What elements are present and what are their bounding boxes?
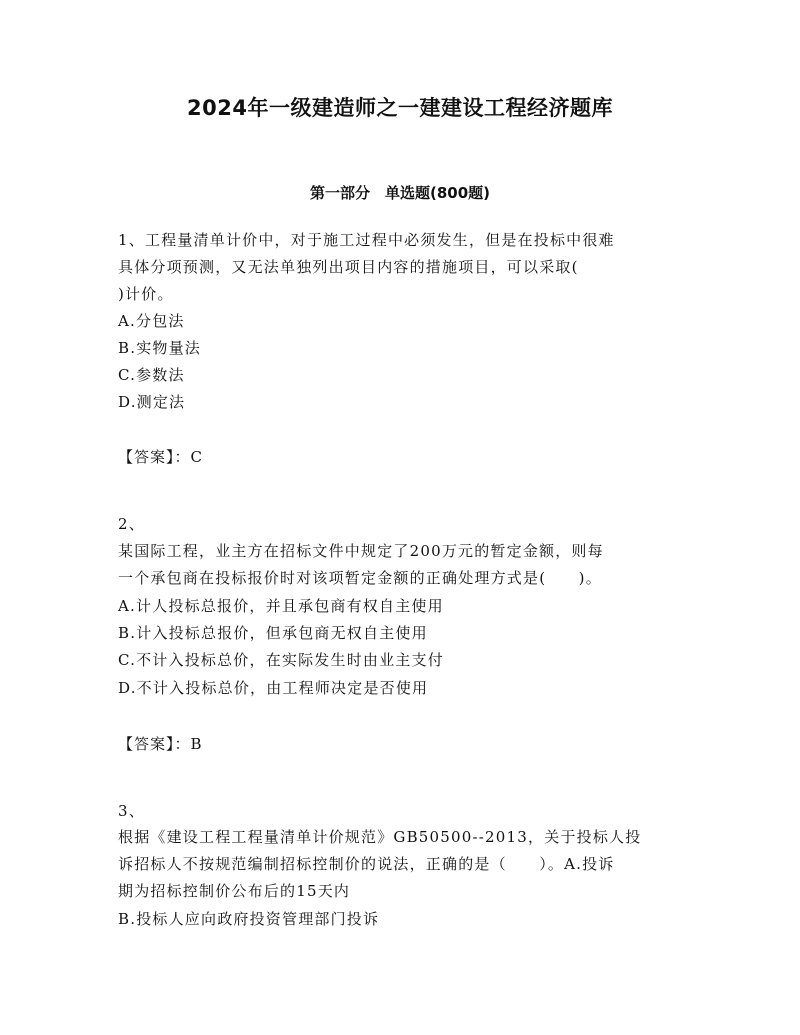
q3-number: 3、 <box>118 802 145 820</box>
q3-stem-line-1: 根据《建设工程工程量清单计价规范》GB50500--2013，关于投标人投 <box>118 828 642 846</box>
q1-option-b: B.实物量法 <box>118 339 201 357</box>
q2-number: 2、 <box>118 515 145 533</box>
q3-option-b: B.投标人应向政府投资管理部门投诉 <box>118 910 380 928</box>
q2-option-a: A.计人投标总报价，并且承包商有权自主使用 <box>118 597 444 615</box>
document-title: 2024年一级建造师之一建建设工程经济题库 <box>187 96 613 120</box>
q2-stem-line-2: 一个承包商在投标报价时对该项暂定金额的正确处理方式是( )。 <box>118 569 602 587</box>
q3-stem-line-2: 诉招标人不按规范编制招标控制价的说法，正确的是（ ）。A.投诉 <box>118 855 615 873</box>
q1-stem-line-2: 具体分项预测，又无法单独列出项目内容的措施项目，可以采取( <box>118 258 579 276</box>
q2-stem-line-1: 某国际工程，业主方在招标文件中规定了200万元的暂定金额，则每 <box>118 542 604 560</box>
q1-option-d: D.测定法 <box>118 393 186 411</box>
q1-option-c: C.参数法 <box>118 366 185 384</box>
section-heading: 第一部分 单选题(800题) <box>309 184 491 202</box>
q3-stem-line-3: 期为招标控制价公布后的15天内 <box>118 882 351 900</box>
q1-answer: 【答案】：C <box>118 448 203 466</box>
q1-stem-line-1: 1、工程量清单计价中，对于施工过程中必须发生，但是在投标中很难 <box>118 231 615 249</box>
q2-option-c: C.不计入投标总价，在实际发生时由业主支付 <box>118 651 444 669</box>
q2-answer: 【答案】：B <box>118 735 203 753</box>
q1-option-a: A.分包法 <box>118 312 185 330</box>
q1-stem-line-3: )计价。 <box>118 285 174 303</box>
q2-option-d: D.不计入投标总价，由工程师决定是否使用 <box>118 679 429 697</box>
q2-option-b: B.计入投标总报价，但承包商无权自主使用 <box>118 624 428 642</box>
